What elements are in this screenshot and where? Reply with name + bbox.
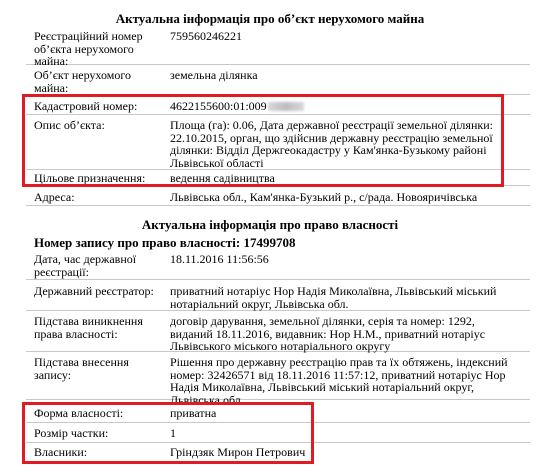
row-value: 1 <box>170 426 176 440</box>
row-value: 18.11.2016 11:56:56 <box>170 252 269 266</box>
row-label: Цільове призначення: <box>34 171 146 185</box>
row-label: Опис об’єкта: <box>34 118 105 132</box>
row-registration-datetime <box>26 251 530 280</box>
row-value: 759560246221 <box>170 29 242 43</box>
row-value: приватний нотаріус Нор Надія Миколаївна, Львівський міський нотаріальний округ, Львівська обл. <box>170 284 497 311</box>
row-ownership-basis <box>26 313 530 352</box>
row-label: Об’єкт нерухомого майна: <box>34 68 131 95</box>
row-label: Підстава внесення запису: <box>34 355 129 382</box>
row-label: Розмір частки: <box>34 426 109 440</box>
object-section-title: Актуальна інформація про об’єкт нерухомого майна <box>115 11 425 26</box>
row-label: Форма власності: <box>34 406 124 420</box>
cadastral-number-text: 4622155600:01:009 <box>170 99 267 113</box>
row-purpose <box>26 170 530 186</box>
row-value: приватна <box>170 406 217 420</box>
row-entry-basis <box>26 354 530 407</box>
row-label: Державний реєстратор: <box>34 284 154 298</box>
row-value: договір дарування, земельної ділянки, серія та номер: 1292, виданий 18.11.2016, видавник: Нор Н.М., приватний нотаріус Львівського міського нотаріального округу <box>170 314 486 353</box>
row-object-type <box>26 67 530 95</box>
row-value <box>170 100 520 113</box>
row-value: Львівська обл., Кам'янка-Бузький р., с/рада. Новояричівська <box>170 190 478 204</box>
row-object-description <box>26 117 530 170</box>
row-label: Підстава виникнення права власності: <box>34 314 143 341</box>
row-label: Адреса: <box>34 190 75 204</box>
row-address <box>26 189 530 206</box>
row-value: Гріндзяк Мирон Петрович <box>170 445 306 459</box>
row-share-size <box>26 425 530 443</box>
row-value: ведення садівництва <box>170 171 275 185</box>
row-label: Дата, час державної реєстрації: <box>34 252 137 279</box>
row-cadastral-number <box>26 98 530 115</box>
row-label: Реєстраційний номер об’єкта нерухомого майна: <box>34 29 143 68</box>
row-value: Площа (га): 0.06, Дата державної реєстрації земельної ділянки: 22.10.2015, орган, що здійснив державну реєстрацію земельної ділянки: Відділ Держгеокадастру у Кам'янка-Бузькому районі Львівської області <box>170 118 493 170</box>
rights-section-title: Актуальна інформація про право власності <box>141 217 399 232</box>
row-registration-number <box>26 28 530 68</box>
redacted-digits <box>268 102 304 111</box>
record-number-heading: Номер запису про право власності: 17499708 <box>34 235 296 250</box>
row-label: Власники: <box>34 445 88 459</box>
row-owners <box>26 444 530 461</box>
row-ownership-form <box>26 405 530 423</box>
row-value: земельна ділянка <box>170 68 258 82</box>
row-value: Рішення про державну реєстрацію прав та їх обтяжень, індексний номер: 32426571 від 18.11.2016 11:57:12, приватний нотаріус Нор Надія Миколаївна, Львівський міський нотаріальний округ, Львівська обл. <box>170 355 508 407</box>
row-registrar <box>26 283 530 311</box>
row-label: Кадастровий номер: <box>34 99 138 113</box>
